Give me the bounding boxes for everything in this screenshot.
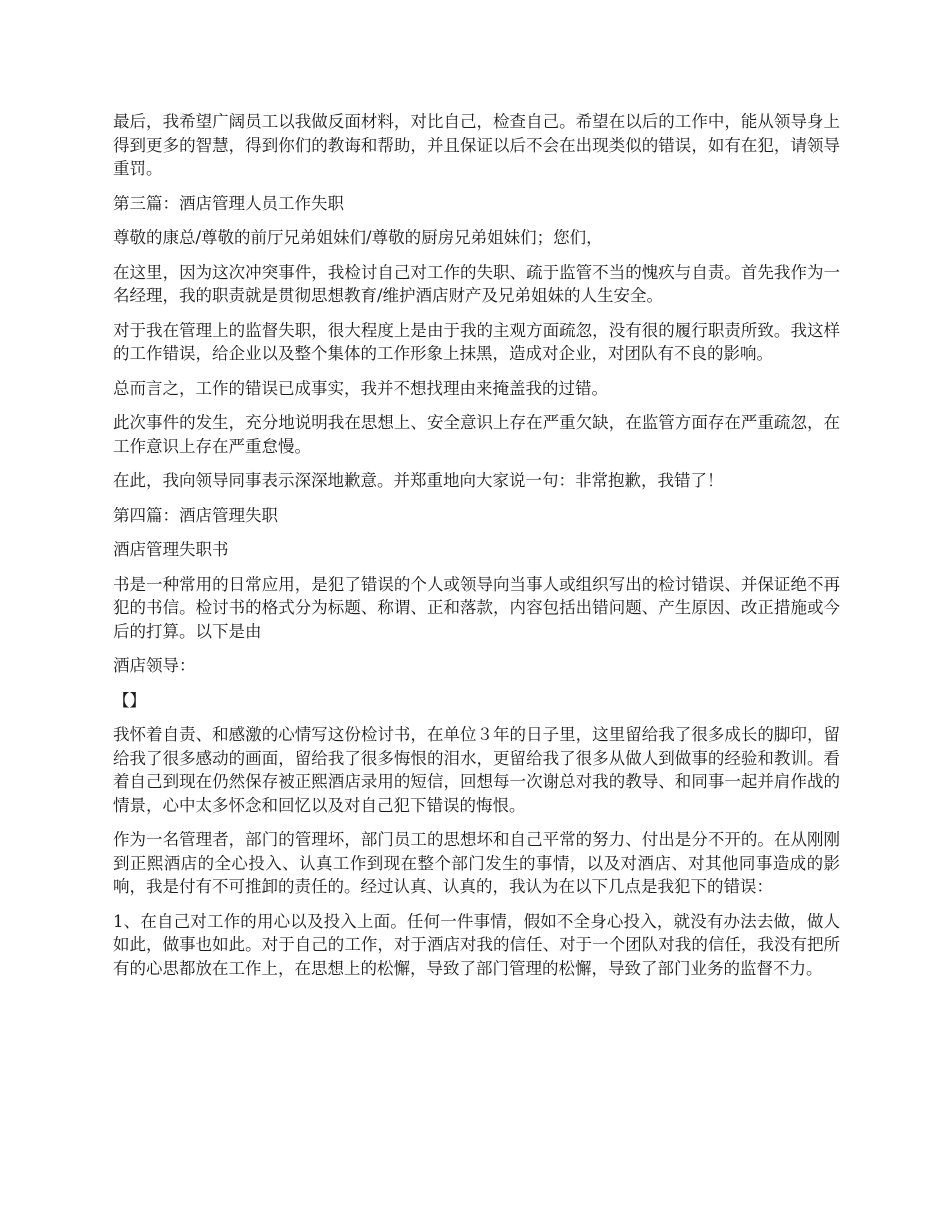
paragraph-salutation: 尊敬的康总/尊敬的前厅兄弟姐妹们/尊敬的厨房兄弟姐妹们；您们， [113,228,603,247]
paragraph-incident-analysis: 此次事件的发生，充分地说明我在思想上、安全意识上存在严重欠缺，在监管方面存在严重疏忽，在工作意识上存在严重怠慢。 [113,413,840,456]
paragraph-bracket-marker: 【】 [113,690,146,710]
heading-part-three: 第三篇：酒店管理人员工作失职 [113,193,344,213]
subheading-letter-title: 酒店管理失职书 [113,540,229,559]
paragraph-reflection: 我怀着自责、和感激的心情写这份检讨书，在单位３年的日子里，这里留给我了很多成长的脚印，留给我了很多感动的画面，留给我了很多悔恨的泪水，更留给我了很多从做人到做事的经验和教训。看着自己到现在仍然保存被正熙酒店录用的短信，回想每一次谢总对我的教导、和同事一起并肩作战的情景，心中太多怀念和回忆以及对自己犯下错误的悔恨。 [113,725,840,815]
paragraph-self-criticism: 在这里，因为这次冲突事件，我检讨自己对工作的失职、疏于监管不当的愧疚与自责。首先我作为一名经理，我的职责就是贯彻思想教育/维护酒店财产及兄弟姐妹的人生安全。 [113,262,840,305]
paragraph-addressee: 酒店领导： [113,656,196,675]
paragraph-introduction: 书是一种常用的日常应用，是犯了错误的个人或领导向当事人或组织写出的检讨错误、并保证绝不再犯的书信。检讨书的格式分为标题、称谓、正和落款，内容包括出错问题、产生原因、改正措施或今后的打算。以下是由 [113,574,840,641]
paragraph-point-one: 1、在自己对工作的用心以及投入上面。任何一件事情，假如不全身心投入，就没有办法去做，做人如此，做事也如此。对于自己的工作，对于酒店对我的信任、对于一个团队对我的信任，我没有把所有的心思都放在工作上，在思想上的松懈，导致了部门管理的松懈，导致了部门业务的监督不力。 [113,911,840,978]
heading-part-four: 第四篇：酒店管理失职 [113,505,278,525]
paragraph-responsibility: 作为一名管理者，部门的管理坏，部门员工的思想坏和自己平常的努力、付出是分不开的。在从刚刚到正熙酒店的全心投入、认真工作到现在整个部门发生的事情，以及对酒店、对其他同事造成的影响，我是付有不可推卸的责任的。经过认真、认真的，我认为在以下几点是我犯下的错误： [113,830,840,896]
paragraph-closing-statement: 最后，我希望广阔员工以我做反面材料，对比自己，检查自己。希望在以后的工作中，能从领导身上得到更多的智慧，得到你们的教诲和帮助，并且保证以后不会在出现类似的错误，如有在犯，请领导重罚。 [113,112,840,178]
paragraph-supervision-failure: 对于我在管理上的监督失职，很大程度上是由于我的主观方面疏忽，没有很的履行职责所致。我这样的工作错误，给企业以及整个集体的工作形象上抹黑，造成对企业，对团队有不良的影响。 [113,320,840,363]
paragraph-apology: 在此，我向领导同事表示深深地歉意。并郑重地向大家说一句：非常抱歉，我错了！ [113,471,724,490]
document-body [113,110,840,991]
paragraph-summary: 总而言之，工作的错误已成事实，我并不想找理由来掩盖我的过错。 [113,378,608,398]
